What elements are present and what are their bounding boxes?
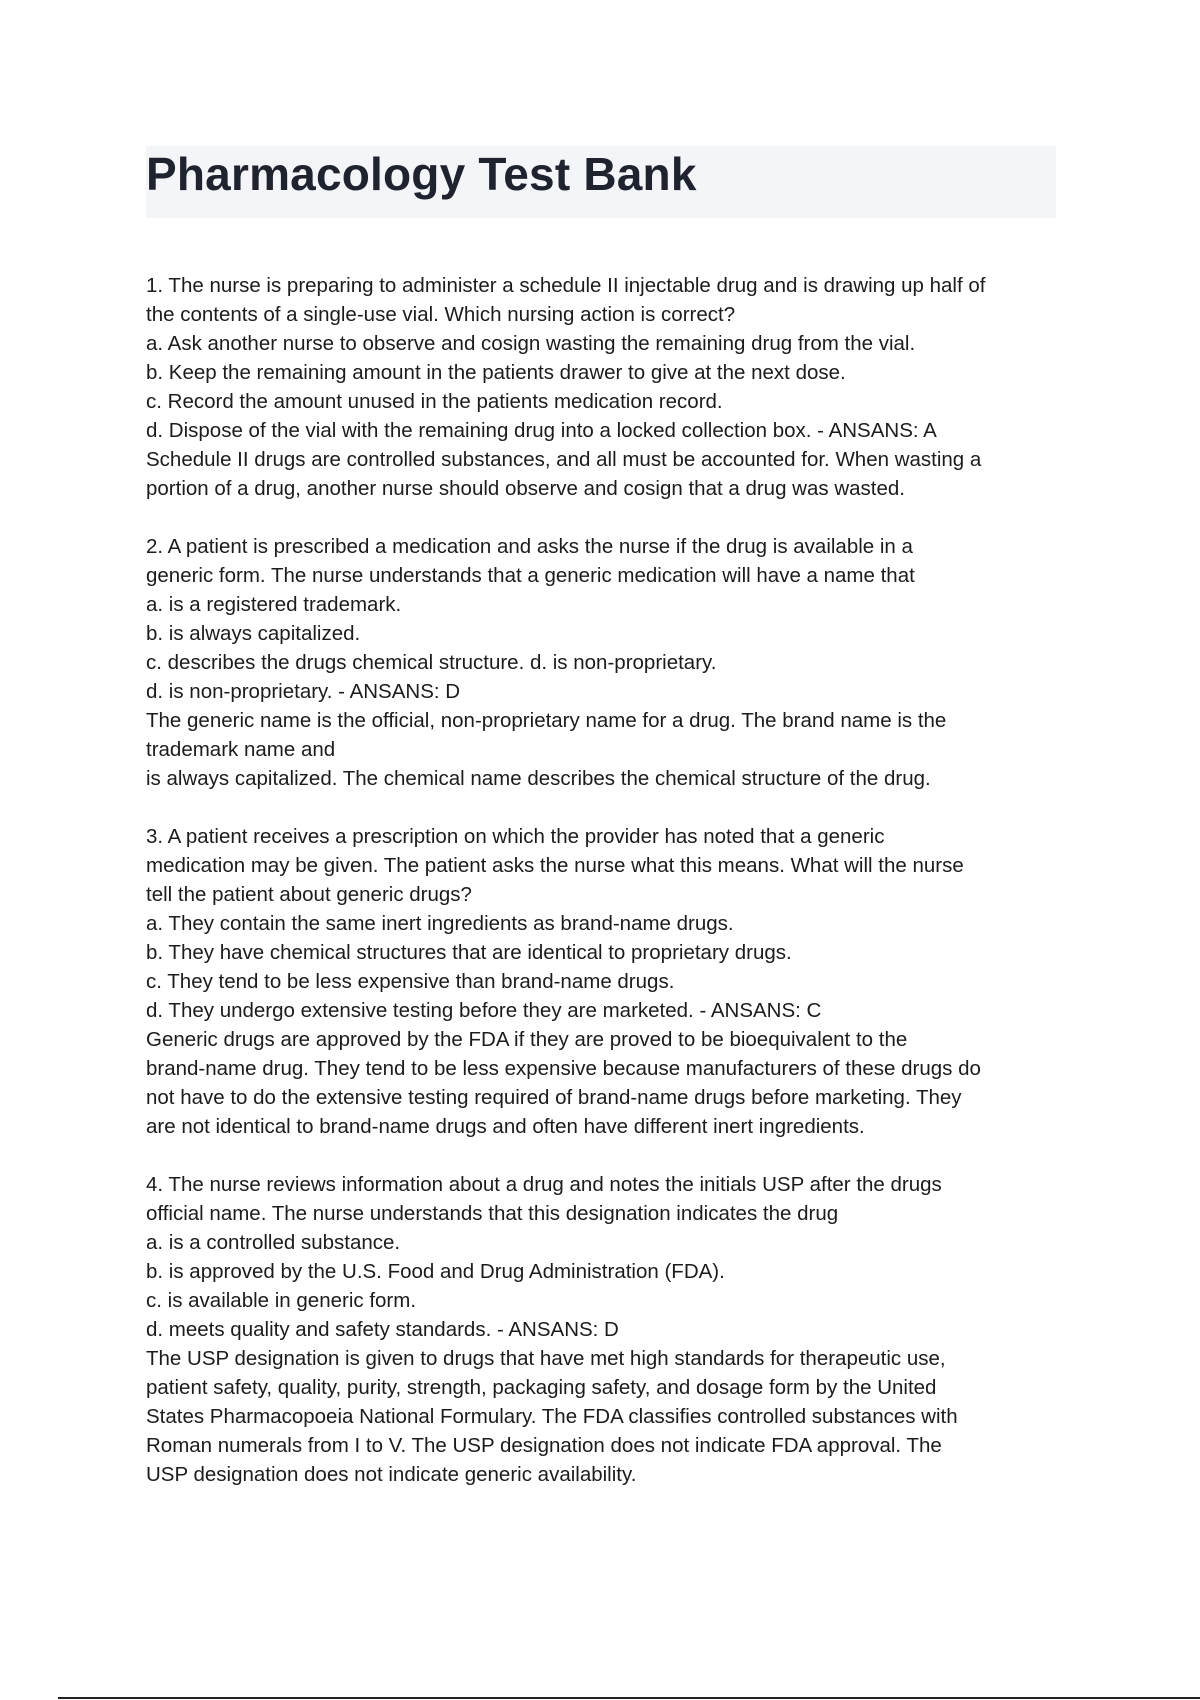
question-4-line: a. is a controlled substance. [146,1231,401,1254]
question-4-line: d. meets quality and safety standards. - ANSANS: D [146,1318,619,1341]
question-3-line: b. They have chemical structures that are identical to proprietary drugs. [146,941,792,964]
question-1-line: portion of a drug, another nurse should observe and cosign that a drug was wasted. [146,477,905,500]
question-1-line: Schedule II drugs are controlled substances, and all must be accounted for. When wasting a [146,448,982,471]
question-3-line: d. They undergo extensive testing before they are marketed. - ANSANS: C [146,999,822,1022]
question-3-line: are not identical to brand-name drugs and often have different inert ingredients. [146,1115,865,1138]
question-list [146,271,1076,1518]
question-1-line: 1. The nurse is preparing to administer a schedule II injectable drug and is drawing up half of [146,274,986,297]
question-1-line: b. Keep the remaining amount in the patients drawer to give at the next dose. [146,361,846,384]
question-4-line: b. is approved by the U.S. Food and Drug Administration (FDA). [146,1260,725,1283]
question-3-line: not have to do the extensive testing required of brand-name drugs before marketing. They [146,1086,962,1109]
question-3-line: medication may be given. The patient asks the nurse what this means. What will the nurse [146,854,964,877]
question-4-line: The USP designation is given to drugs that have met high standards for therapeutic use, [146,1347,946,1370]
question-4-line: States Pharmacopoeia National Formulary. The FDA classifies controlled substances with [146,1405,958,1428]
question-2-line: a. is a registered trademark. [146,593,402,616]
question-2-line: generic form. The nurse understands that a generic medication will have a name that [146,564,915,587]
question-4-line: official name. The nurse understands that this designation indicates the drug [146,1202,839,1225]
question-3-line: brand-name drug. They tend to be less expensive because manufacturers of these drugs do [146,1057,981,1080]
question-4-line: c. is available in generic form. [146,1289,417,1312]
question-2-line: c. describes the drugs chemical structure. d. is non-proprietary. [146,651,717,674]
question-3-line: c. They tend to be less expensive than brand-name drugs. [146,970,675,993]
question-1-line: a. Ask another nurse to observe and cosign wasting the remaining drug from the vial. [146,332,916,355]
question-3-line: tell the patient about generic drugs? [146,883,472,906]
footer-rule [58,1697,1200,1699]
page-title: Pharmacology Test Bank [146,148,697,200]
question-2-line: trademark name and [146,738,336,761]
question-1-line: the contents of a single-use vial. Which nursing action is correct? [146,303,736,326]
question-4-line: patient safety, quality, purity, strength, packaging safety, and dosage form by the United [146,1376,937,1399]
question-4 [146,1170,1076,1489]
question-3-line: 3. A patient receives a prescription on which the provider has noted that a generic [146,825,885,848]
question-4-line: 4. The nurse reviews information about a drug and notes the initials USP after the drugs [146,1173,942,1196]
question-2-line: 2. A patient is prescribed a medication and asks the nurse if the drug is available in a [146,535,913,558]
question-2 [146,532,1076,793]
question-4-line: Roman numerals from I to V. The USP designation does not indicate FDA approval. The [146,1434,942,1457]
question-2-line: is always capitalized. The chemical name describes the chemical structure of the drug. [146,767,931,790]
question-2-line: b. is always capitalized. [146,622,361,645]
question-3-line: Generic drugs are approved by the FDA if they are proved to be bioequivalent to the [146,1028,908,1051]
question-3-line: a. They contain the same inert ingredients as brand-name drugs. [146,912,734,935]
question-1-line: c. Record the amount unused in the patients medication record. [146,390,723,413]
question-1-line: d. Dispose of the vial with the remaining drug into a locked collection box. - ANSANS: A [146,419,937,442]
question-2-line: d. is non-proprietary. - ANSANS: D [146,680,461,703]
question-1 [146,271,1076,503]
question-3 [146,822,1076,1141]
question-2-line: The generic name is the official, non-proprietary name for a drug. The brand name is the [146,709,947,732]
question-4-line: USP designation does not indicate generic availability. [146,1463,637,1486]
